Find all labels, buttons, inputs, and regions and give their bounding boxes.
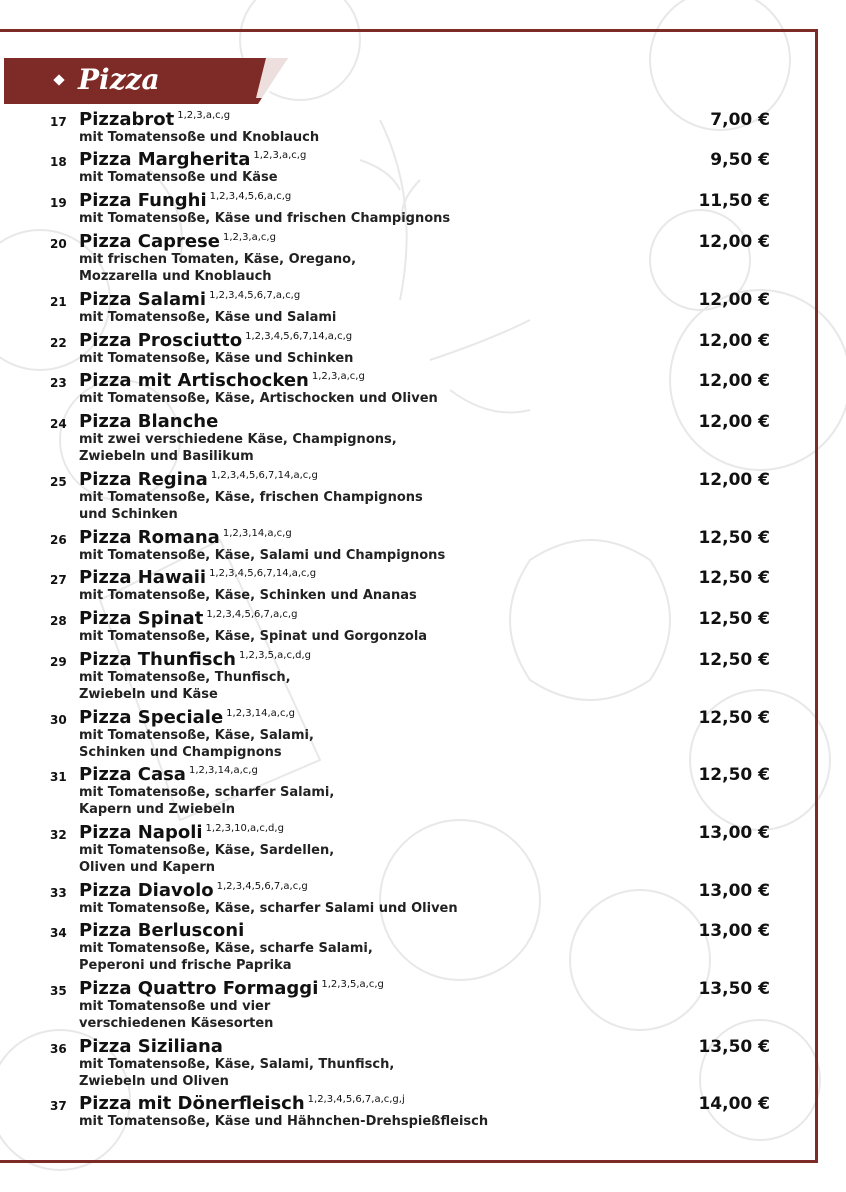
item-price: 12,50 € xyxy=(698,708,770,728)
item-number: 22 xyxy=(50,336,67,350)
allergen-codes: 1,2,3,a,c,g xyxy=(222,232,276,243)
item-name-text: Pizza Prosciutto xyxy=(79,330,243,351)
item-name-text: Pizza Margherita xyxy=(79,149,251,170)
item-number: 20 xyxy=(50,237,67,251)
item-name-text: Pizza Caprese xyxy=(79,231,220,252)
item-name-text: Pizza Spinat xyxy=(79,608,204,629)
item-name-text: Pizza Salami xyxy=(79,289,207,310)
description-line: mit Tomatensoße, Käse, scharfe Salami, xyxy=(79,941,373,956)
allergen-codes: 1,2,3,4,5,6,7,14,a,c,g xyxy=(209,568,317,579)
item-number: 28 xyxy=(50,614,67,628)
item-description xyxy=(79,350,699,367)
item-description xyxy=(79,587,699,604)
item-price: 13,00 € xyxy=(698,921,770,941)
item-number: 19 xyxy=(50,196,67,210)
item-price: 13,50 € xyxy=(698,979,770,999)
item-number: 29 xyxy=(50,655,67,669)
item-name-text: Pizzabrot xyxy=(79,109,175,130)
item-number: 24 xyxy=(50,417,67,431)
description-line: mit Tomatensoße, Käse, Artischocken und Oliven xyxy=(79,391,438,406)
allergen-codes: 1,2,3,a,c,g xyxy=(177,110,231,121)
item-number: 34 xyxy=(50,926,67,940)
allergen-codes: 1,2,3,14,a,c,g xyxy=(226,708,296,719)
item-name-text: Pizza Romana xyxy=(79,527,220,548)
description-line: mit Tomatensoße, Käse, Spinat und Gorgonzola xyxy=(79,629,428,644)
item-description xyxy=(79,1113,699,1130)
item-number: 25 xyxy=(50,475,67,489)
description-line: mit Tomatensoße, Käse und Schinken xyxy=(79,351,354,366)
item-description xyxy=(79,547,699,564)
allergen-codes: 1,2,3,4,5,6,7,14,a,c,g xyxy=(210,470,318,481)
description-line: Kapern und Zwiebeln xyxy=(79,802,236,817)
item-number: 27 xyxy=(50,573,67,587)
item-name-text: Pizza Casa xyxy=(79,764,186,785)
item-name-text: Pizza Berlusconi xyxy=(79,920,245,941)
allergen-codes: 1,2,3,a,c,g xyxy=(253,150,307,161)
item-name-text: Pizza Regina xyxy=(79,469,208,490)
item-description xyxy=(79,727,699,761)
item-price: 14,00 € xyxy=(698,1094,770,1114)
allergen-codes: 1,2,3,4,5,6,a,c,g xyxy=(209,191,292,202)
item-number: 17 xyxy=(50,115,67,129)
item-price: 12,50 € xyxy=(698,609,770,629)
item-price: 12,50 € xyxy=(698,765,770,785)
description-line: Schinken und Champignons xyxy=(79,745,282,760)
description-line: mit Tomatensoße, Käse, Salami, Thunfisch, xyxy=(79,1057,395,1072)
item-price: 12,00 € xyxy=(698,331,770,351)
item-name-text: Pizza Diavolo xyxy=(79,880,214,901)
item-number: 18 xyxy=(50,155,67,169)
item-price: 13,50 € xyxy=(698,1037,770,1057)
description-line: verschiedenen Käsesorten xyxy=(79,1016,274,1031)
item-description xyxy=(79,251,699,285)
item-number: 36 xyxy=(50,1042,67,1056)
item-name xyxy=(79,412,218,432)
item-price: 11,50 € xyxy=(698,191,770,211)
description-line: mit Tomatensoße, scharfer Salami, xyxy=(79,785,335,800)
allergen-codes: 1,2,3,4,5,6,7,14,a,c,g xyxy=(245,331,353,342)
description-line: mit Tomatensoße, Käse, Salami und Champignons xyxy=(79,548,446,563)
item-description xyxy=(79,431,699,465)
description-line: Zwiebeln und Käse xyxy=(79,687,218,702)
allergen-codes: 1,2,3,14,a,c,g xyxy=(222,528,292,539)
item-description xyxy=(79,309,699,326)
item-description xyxy=(79,784,699,818)
item-price: 9,50 € xyxy=(710,150,770,170)
description-line: mit Tomatensoße und Käse xyxy=(79,170,278,185)
item-price: 12,00 € xyxy=(698,371,770,391)
allergen-codes: 1,2,3,10,a,c,d,g xyxy=(205,823,284,834)
item-name-text: Pizza Quattro Formaggi xyxy=(79,978,319,999)
item-price: 12,00 € xyxy=(698,232,770,252)
item-number: 33 xyxy=(50,886,67,900)
item-description xyxy=(79,129,699,146)
description-line: Zwiebeln und Basilikum xyxy=(79,449,254,464)
item-name-text: Pizza mit Dönerfleisch xyxy=(79,1093,305,1114)
description-line: und Schinken xyxy=(79,507,178,522)
item-description xyxy=(79,669,699,703)
item-price: 13,00 € xyxy=(698,823,770,843)
item-price: 12,50 € xyxy=(698,568,770,588)
description-line: mit Tomatensoße und Knoblauch xyxy=(79,130,320,145)
description-line: mit Tomatensoße und vier xyxy=(79,999,271,1014)
item-number: 31 xyxy=(50,770,67,784)
item-number: 30 xyxy=(50,713,67,727)
allergen-codes: 1,2,3,4,5,6,7,a,c,g xyxy=(216,881,308,892)
description-line: mit Tomatensoße, Käse, scharfer Salami und Oliven xyxy=(79,901,458,916)
item-price: 12,00 € xyxy=(698,412,770,432)
allergen-codes: 1,2,3,5,a,c,d,g xyxy=(239,650,312,661)
item-description xyxy=(79,169,699,186)
item-price: 12,50 € xyxy=(698,528,770,548)
item-name-text: Pizza Funghi xyxy=(79,190,207,211)
description-line: mit Tomatensoße, Käse, Sardellen, xyxy=(79,843,335,858)
item-name xyxy=(79,1037,223,1057)
item-number: 37 xyxy=(50,1099,67,1113)
item-price: 12,00 € xyxy=(698,290,770,310)
allergen-codes: 1,2,3,4,5,6,7,a,c,g xyxy=(209,290,301,301)
description-line: mit Tomatensoße, Käse, Salami, xyxy=(79,728,314,743)
item-name-text: Pizza Speciale xyxy=(79,707,224,728)
item-name-text: Pizza Hawaii xyxy=(79,567,207,588)
item-number: 23 xyxy=(50,376,67,390)
item-description xyxy=(79,998,699,1032)
item-number: 26 xyxy=(50,533,67,547)
item-number: 35 xyxy=(50,984,67,998)
allergen-codes: 1,2,3,4,5,6,7,a,c,g xyxy=(206,609,298,620)
item-name-text: Pizza Thunfisch xyxy=(79,649,236,670)
description-line: Peperoni und frische Paprika xyxy=(79,958,292,973)
allergen-codes: 1,2,3,4,5,6,7,a,c,g,j xyxy=(307,1094,405,1105)
allergen-codes: 1,2,3,5,a,c,g xyxy=(321,979,384,990)
description-line: mit frischen Tomaten, Käse, Oregano, xyxy=(79,252,357,267)
item-description xyxy=(79,489,699,523)
description-line: mit Tomatensoße, Käse und Salami xyxy=(79,310,337,325)
item-name xyxy=(79,921,244,941)
item-description xyxy=(79,900,699,917)
description-line: mit Tomatensoße, Käse, frischen Champignons xyxy=(79,490,423,505)
description-line: mit Tomatensoße, Käse und Hähnchen-Drehspießfleisch xyxy=(79,1114,489,1129)
description-line: mit Tomatensoße, Thunfisch, xyxy=(79,670,291,685)
item-price: 12,00 € xyxy=(698,470,770,490)
item-name-text: Pizza Blanche xyxy=(79,411,219,432)
item-price: 7,00 € xyxy=(710,110,770,130)
description-line: mit zwei verschiedene Käse, Champignons, xyxy=(79,432,397,447)
item-name-text: Pizza Siziliana xyxy=(79,1036,223,1057)
description-line: Mozzarella und Knoblauch xyxy=(79,269,272,284)
allergen-codes: 1,2,3,a,c,g xyxy=(311,371,365,382)
allergen-codes: 1,2,3,14,a,c,g xyxy=(188,765,258,776)
item-description xyxy=(79,210,699,227)
section-title: Pizza xyxy=(78,63,160,96)
item-description xyxy=(79,628,699,645)
item-number: 21 xyxy=(50,295,67,309)
item-name-text: Pizza Napoli xyxy=(79,822,203,843)
description-line: mit Tomatensoße, Käse, Schinken und Ananas xyxy=(79,588,417,603)
item-name-text: Pizza mit Artischocken xyxy=(79,370,309,391)
item-description xyxy=(79,1056,699,1090)
description-line: mit Tomatensoße, Käse und frischen Champignons xyxy=(79,211,451,226)
item-description xyxy=(79,940,699,974)
item-description xyxy=(79,390,699,407)
item-description xyxy=(79,842,699,876)
item-number: 32 xyxy=(50,828,67,842)
item-price: 13,00 € xyxy=(698,881,770,901)
item-price: 12,50 € xyxy=(698,650,770,670)
description-line: Oliven und Kapern xyxy=(79,860,216,875)
description-line: Zwiebeln und Oliven xyxy=(79,1074,229,1089)
